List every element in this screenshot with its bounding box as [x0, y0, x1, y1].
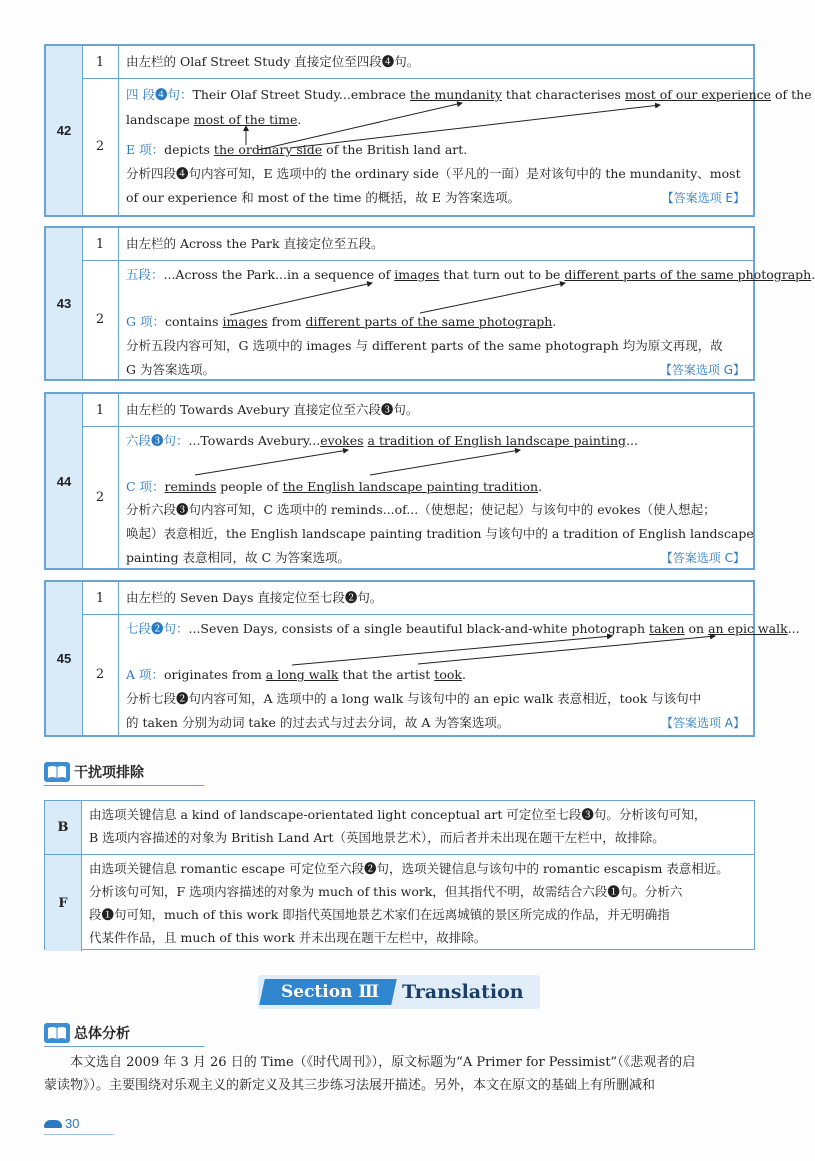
step-number: 1 [82, 46, 119, 78]
page-swoosh-icon [44, 1120, 62, 1128]
question-number: 44 [46, 394, 83, 568]
step-number: 2 [82, 426, 119, 568]
step-number: 1 [82, 582, 119, 614]
source-sentence: 五段：...Across the Park...in a sequence of images that turn out to be different parts of the same photograph. [126, 267, 815, 282]
step-number: 1 [82, 394, 119, 426]
distractor-line: 分析该句可知，F 选项内容描述的对象为 much of this work，但其指代不明，故需结合六段❶句。分析六 [89, 884, 683, 899]
book-icon [44, 1023, 70, 1043]
step-row-2 [82, 614, 800, 735]
item-42-block [44, 44, 812, 217]
distractor-line: B 选项内容描述的对象为 British Land Art（英国地景艺术），而后者并未出现在题干左栏中，故排除。 [89, 830, 665, 845]
heading-divider [44, 1046, 204, 1047]
step-text: 由左栏的 Olaf Street Study 直接定位至四段❹句。 [126, 54, 420, 69]
distractor-line: 段❶句可知，much of this work 即指代英国地景艺术家们在远离城镇的景区所完成的作品，并无明确指 [89, 907, 670, 922]
distractor-line: 由选项关键信息 a kind of landscape-orientated light conceptual art 可定位至七段❸句。分析该句可知， [89, 807, 707, 822]
answer-label: 【答案选项 A】 [660, 716, 745, 730]
step-row-1 [82, 394, 753, 427]
heading-divider [44, 785, 204, 786]
source-sentence: 四 段❹句：Their Olaf Street Study...embrace the mundanity that characterises most of our experience of the [126, 87, 812, 102]
distractor-line: 代某件作品，且 much of this work 并未出现在题干左栏中，故排除。 [89, 930, 487, 945]
distractor-heading-text: 干扰项排除 [74, 765, 144, 781]
answer-label: 【答案选项 C】 [660, 551, 745, 565]
item-44-block [44, 392, 755, 570]
step-number: 2 [82, 614, 119, 735]
step-row-2 [82, 426, 753, 568]
step-text: 由左栏的 Seven Days 直接定位至七段❷句。 [126, 590, 383, 605]
analysis-line: G 为答案选项。 [126, 362, 215, 377]
page-number-rule [44, 1134, 114, 1135]
overview-line-1: 本文选自 2009 年 3 月 26 日的 Time（《时代周刊》），原文标题为“A Primer for Pessimist”（《悲观者的启 [70, 1055, 696, 1070]
source-sentence-cont: landscape most of the time. [126, 112, 302, 127]
analysis-line: 分析四段❹句内容可知，E 选项中的 the ordinary side（平凡的一面）是对该句中的 the mundanity、most [126, 166, 741, 181]
option-sentence: C 项：reminds people of the English landscape painting tradition. [126, 479, 543, 494]
overview-heading-text: 总体分析 [74, 1026, 130, 1042]
item-45-block [44, 580, 800, 737]
step-row-1 [82, 228, 753, 261]
page-number [44, 1116, 79, 1131]
distractor-heading [44, 762, 144, 782]
answer-label: 【答案选项 E】 [661, 191, 745, 205]
option-sentence: E 项：depicts the ordinary side of the British land art. [126, 142, 468, 157]
overview-heading [44, 1023, 130, 1043]
analysis-line: of our experience 和 most of the time 的概括，故 E 为答案选项。 [126, 190, 520, 205]
step-text: 由左栏的 Across the Park 直接定位至五段。 [126, 236, 384, 251]
overview-line-2: 蒙读物》）。主要围绕对乐观主义的新定义及其三步练习法展开描述。另外，本文在原文的基础上有所删减和 [44, 1078, 656, 1093]
step-row-1 [82, 46, 753, 79]
analysis-line: 分析五段内容可知，G 选项中的 images 与 different parts of the same photograph 均为原文再现，故 [126, 338, 723, 353]
analysis-line: 的 taken 分别为动词 take 的过去式与过去分词，故 A 为答案选项。 [126, 715, 510, 730]
row-divider [81, 854, 754, 855]
step-text: 由左栏的 Towards Avebury 直接定位至六段❸句。 [126, 402, 419, 417]
question-number: 43 [46, 228, 83, 379]
question-number: 45 [46, 582, 83, 735]
analysis-line: 分析六段❸句内容可知，C 选项中的 reminds...of...（使想起；使记起）与该句中的 evokes（使人想起； [126, 502, 716, 517]
section-label: Section Ⅲ [280, 982, 380, 1002]
section-banner [258, 975, 540, 1009]
step-row-1 [82, 582, 753, 615]
distractor-table [44, 800, 755, 950]
distractor-line: 由选项关键信息 romantic escape 可定位至六段❷句，选项关键信息与该句中的 romantic escapism 表意相近。 [89, 861, 729, 876]
step-number: 1 [82, 228, 119, 260]
option-key: F [45, 855, 82, 951]
option-sentence: A 项：originates from a long walk that the artist took. [126, 667, 466, 682]
analysis-line: painting 表意相同，故 C 为答案选项。 [126, 550, 351, 565]
step-number: 2 [82, 260, 119, 379]
analysis-line: 分析七段❷句内容可知，A 选项中的 a long walk 与该句中的 an epic walk 表意相近，took 与该句中 [126, 691, 702, 706]
page-number-text: 30 [65, 1116, 80, 1131]
section-title: Translation [402, 981, 524, 1003]
item-43-block [44, 226, 815, 381]
analysis-line: 唤起）表意相近，the English landscape painting tradition 与该句中的 a tradition of English landscape [126, 526, 754, 541]
source-sentence: 六段❸句：...Towards Avebury...evokes a tradition of English landscape painting... [126, 433, 638, 448]
answer-label: 【答案选项 G】 [659, 363, 745, 377]
option-sentence: G 项：contains images from different parts of the same photograph. [126, 314, 557, 329]
book-icon [44, 762, 70, 782]
step-row-2 [82, 78, 812, 215]
step-row-2 [82, 260, 815, 379]
option-key: B [45, 801, 82, 855]
question-number: 42 [46, 46, 83, 215]
step-number: 2 [82, 78, 119, 215]
source-sentence: 七段❷句：...Seven Days, consists of a single beautiful black-and-white photograph taken on an epic walk... [126, 621, 800, 636]
